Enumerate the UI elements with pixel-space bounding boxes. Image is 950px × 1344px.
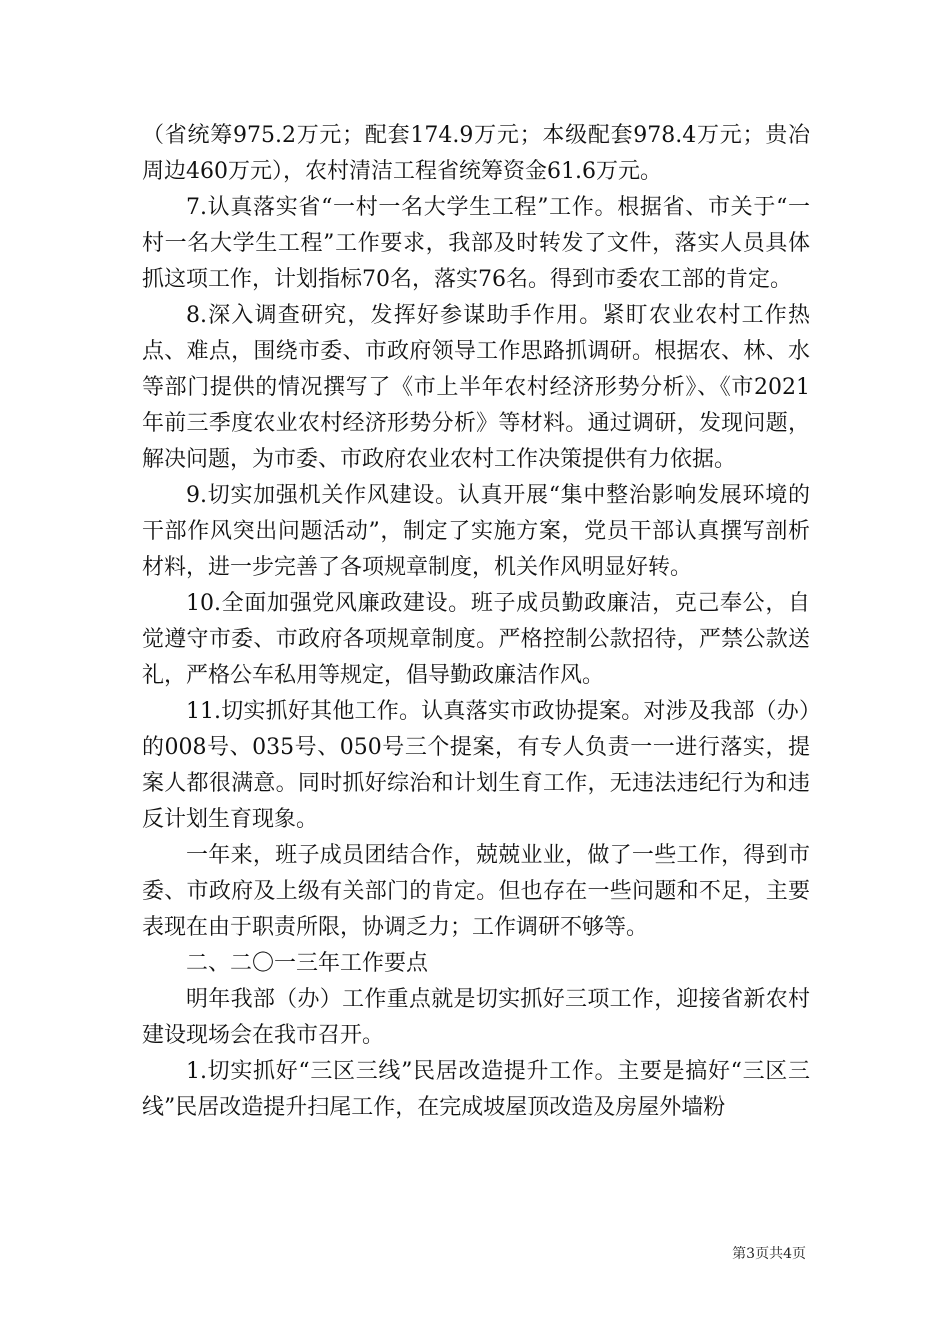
paragraph-2: 7.认真落实省“一村一名大学生工程”工作。根据省、市关于“一村一名大学生工程”工作要求，我部及时转发了文件，落实人员具体抓这项工作，计划指标70名，落实76名。得到市委农工部的肯定。 bbox=[142, 195, 810, 292]
paragraph-6: 11.切实抓好其他工作。认真落实市政协提案。对涉及我部（办）的008号、035号、050号三个提案，有专人负责一一进行落实，提案人都很满意。同时抓好综治和计划生育工作，无违法违纪行为和违反计划生育现象。 bbox=[142, 699, 810, 832]
paragraph-8: 明年我部（办）工作重点就是切实抓好三项工作，迎接省新农村建设现场会在我市召开。 bbox=[142, 987, 810, 1048]
paragraph-9: 1.切实抓好“三区三线”民居改造提升工作。主要是搞好“三区三线”民居改造提升扫尾工作，在完成坡屋顶改造及房屋外墙粉 bbox=[142, 1059, 810, 1120]
paragraph-3: 8.深入调查研究，发挥好参谋助手作用。紧盯农业农村工作热点、难点，围绕市委、市政府领导工作思路抓调研。根据农、林、水等部门提供的情况撰写了《市上半年农村经济形势分析》、《市2021年前三季度农业农村经济形势分析》等材料。通过调研，发现问题，解决问题，为市委、市政府农业农村工作决策提供有力依据。 bbox=[142, 303, 810, 472]
paragraph-5: 10.全面加强党风廉政建设。班子成员勤政廉洁，克己奉公，自觉遵守市委、市政府各项规章制度。严格控制公款招待，严禁公款送礼，严格公车私用等规定，倡导勤政廉洁作风。 bbox=[142, 591, 810, 688]
section-heading: 二、二〇一三年工作要点 bbox=[186, 951, 429, 976]
paragraph-1: （省统筹975.2万元；配套174.9万元；本级配套978.4万元；贵冶周边460万元），农村清洁工程省统筹资金61.6万元。 bbox=[142, 123, 810, 184]
page-number: 第3页共4页 bbox=[732, 1246, 806, 1262]
paragraph-4: 9.切实加强机关作风建设。认真开展“集中整治影响发展环境的干部作风突出问题活动”，制定了实施方案，党员干部认真撰写剖析材料，进一步完善了各项规章制度，机关作风明显好转。 bbox=[142, 483, 810, 580]
document-body bbox=[142, 118, 810, 1126]
paragraph-7: 一年来，班子成员团结合作，兢兢业业，做了一些工作，得到市委、市政府及上级有关部门的肯定。但也存在一些问题和不足，主要表现在由于职责所限，协调乏力；工作调研不够等。 bbox=[142, 843, 810, 940]
